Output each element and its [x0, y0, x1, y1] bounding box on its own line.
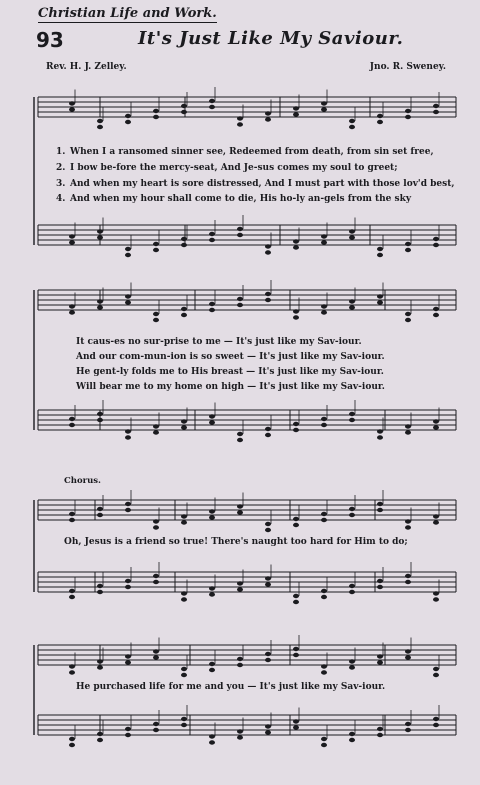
note-head	[265, 528, 271, 532]
note-head	[321, 743, 327, 747]
note-head	[125, 300, 131, 304]
note-head	[405, 649, 411, 653]
note-head	[433, 425, 439, 429]
note-head	[433, 591, 439, 595]
author-words: Rev. H. J. Zelley.	[46, 62, 127, 72]
note-head	[377, 660, 383, 664]
note-head	[153, 312, 159, 316]
note-head	[321, 234, 327, 238]
note-head	[97, 513, 103, 517]
note-head	[97, 119, 103, 123]
hymn-number: 93	[36, 28, 64, 52]
note-head	[433, 723, 439, 727]
note-head	[293, 112, 299, 116]
note-head	[433, 520, 439, 524]
note-head	[125, 120, 131, 124]
note-head	[181, 514, 187, 518]
note-head	[405, 580, 411, 584]
note-head	[377, 733, 383, 737]
note-head	[349, 665, 355, 669]
note-head	[69, 417, 75, 421]
note-head	[209, 586, 215, 590]
verse-line: 4. And when my hour shall come to die, His ho-ly an-gels from the sky	[56, 194, 412, 204]
note-head	[69, 234, 75, 238]
note-head	[433, 597, 439, 601]
note-head	[433, 717, 439, 721]
note-head	[153, 424, 159, 428]
note-head	[321, 518, 327, 522]
note-head	[265, 730, 271, 734]
note-head	[69, 101, 75, 105]
note-head	[265, 292, 271, 296]
note-head	[293, 315, 299, 319]
note-head	[321, 595, 327, 599]
note-head	[209, 238, 215, 242]
note-head	[405, 728, 411, 732]
note-head	[209, 515, 215, 519]
note-head	[181, 723, 187, 727]
note-head	[209, 420, 215, 424]
note-head	[209, 668, 215, 672]
note-head	[153, 525, 159, 529]
verse-line: 1. When I a ransomed sinner see, Redeemed from death, from sin set free,	[56, 147, 434, 157]
note-head	[153, 430, 159, 434]
note-head	[125, 253, 131, 257]
note-head	[125, 294, 131, 298]
note-head	[293, 594, 299, 598]
note-head	[433, 237, 439, 241]
note-head	[321, 417, 327, 421]
verse-line: It caus-es no sur-prise to me — It's just like my Sav-iour.	[76, 337, 362, 347]
note-head	[349, 412, 355, 416]
note-head	[349, 513, 355, 517]
note-head	[237, 438, 243, 442]
note-head	[349, 732, 355, 736]
note-head	[237, 297, 243, 301]
note-head	[237, 657, 243, 661]
note-head	[321, 107, 327, 111]
note-head	[69, 304, 75, 308]
note-head	[181, 243, 187, 247]
note-head	[349, 125, 355, 129]
note-head	[125, 733, 131, 737]
note-head	[321, 737, 327, 741]
note-head	[97, 418, 103, 422]
note-head	[153, 109, 159, 113]
note-head	[125, 114, 131, 118]
note-head	[377, 435, 383, 439]
note-head	[69, 664, 75, 668]
note-head	[97, 590, 103, 594]
note-head	[209, 592, 215, 596]
note-head	[293, 422, 299, 426]
note-head	[69, 240, 75, 244]
note-head	[97, 235, 103, 239]
note-head	[377, 114, 383, 118]
note-head	[153, 318, 159, 322]
note-head	[265, 111, 271, 115]
note-head	[153, 655, 159, 659]
note-head	[209, 105, 215, 109]
note-head	[321, 240, 327, 244]
note-head	[349, 418, 355, 422]
note-head	[69, 670, 75, 674]
note-head	[265, 576, 271, 580]
note-head	[181, 307, 187, 311]
note-head	[125, 247, 131, 251]
note-head	[321, 670, 327, 674]
note-head	[265, 250, 271, 254]
note-head	[237, 233, 243, 237]
verse-line: 2. I bow be-fore the mercy-seat, And Je-sus comes my soul to greet;	[56, 163, 398, 173]
note-head	[321, 310, 327, 314]
section-title: Christian Life and Work.	[38, 6, 217, 21]
note-head	[321, 664, 327, 668]
note-head	[265, 298, 271, 302]
note-head	[69, 589, 75, 593]
note-head	[125, 435, 131, 439]
note-head	[153, 580, 159, 584]
note-head	[209, 662, 215, 666]
note-head	[293, 523, 299, 527]
note-head	[349, 590, 355, 594]
note-head	[405, 248, 411, 252]
note-head	[433, 104, 439, 108]
note-head	[433, 313, 439, 317]
note-head	[237, 581, 243, 585]
note-head	[97, 659, 103, 663]
note-head	[293, 309, 299, 313]
note-head	[433, 307, 439, 311]
note-head	[377, 727, 383, 731]
note-head	[181, 591, 187, 595]
note-head	[97, 229, 103, 233]
note-head	[209, 414, 215, 418]
note-head	[433, 419, 439, 423]
note-head	[377, 585, 383, 589]
note-head	[265, 427, 271, 431]
note-head	[153, 242, 159, 246]
note-head	[181, 717, 187, 721]
note-head	[209, 740, 215, 744]
note-head	[321, 589, 327, 593]
note-head	[181, 425, 187, 429]
note-head	[293, 653, 299, 657]
note-head	[293, 245, 299, 249]
note-head	[237, 663, 243, 667]
note-head	[293, 428, 299, 432]
note-head	[69, 518, 75, 522]
note-head	[405, 525, 411, 529]
note-head	[209, 232, 215, 236]
verse-line: And our com-mun-ion is so sweet — It's just like my Sav-iour.	[76, 352, 385, 362]
note-head	[265, 724, 271, 728]
verse-line: 3. And when my heart is sore distressed, And I must part with those lov'd best,	[56, 179, 455, 189]
verse-line: He gent-ly folds me to His breast — It's just like my Sav-iour.	[76, 367, 384, 377]
note-head	[405, 242, 411, 246]
note-head	[293, 239, 299, 243]
note-head	[433, 514, 439, 518]
note-head	[293, 725, 299, 729]
note-head	[209, 302, 215, 306]
note-head	[125, 660, 131, 664]
note-head	[349, 659, 355, 663]
note-head	[265, 117, 271, 121]
note-head	[293, 106, 299, 110]
note-head	[405, 430, 411, 434]
note-head	[97, 665, 103, 669]
note-head	[181, 597, 187, 601]
note-head	[237, 432, 243, 436]
author-music: Jno. R. Sweney.	[369, 62, 446, 72]
note-head	[293, 517, 299, 521]
note-head	[97, 732, 103, 736]
note-head	[97, 125, 103, 129]
note-head	[405, 312, 411, 316]
note-head	[69, 310, 75, 314]
hymn-title: It's Just Like My Saviour.	[138, 28, 404, 49]
note-head	[321, 101, 327, 105]
note-head	[69, 743, 75, 747]
note-head	[265, 582, 271, 586]
verse-line: Will bear me to my home on high — It's just like my Sav-iour.	[76, 382, 385, 392]
note-head	[181, 237, 187, 241]
note-head	[125, 579, 131, 583]
note-head	[433, 110, 439, 114]
note-head	[69, 512, 75, 516]
note-head	[153, 574, 159, 578]
note-head	[69, 737, 75, 741]
note-head	[377, 429, 383, 433]
note-head	[181, 313, 187, 317]
note-head	[405, 109, 411, 113]
note-head	[321, 423, 327, 427]
note-head	[237, 735, 243, 739]
note-head	[433, 667, 439, 671]
note-head	[377, 579, 383, 583]
note-head	[181, 110, 187, 114]
note-head	[265, 652, 271, 656]
note-head	[377, 253, 383, 257]
note-head	[377, 654, 383, 658]
chorus-label: Chorus.	[64, 476, 102, 486]
note-head	[405, 519, 411, 523]
note-head	[209, 734, 215, 738]
note-head	[405, 424, 411, 428]
note-head	[293, 647, 299, 651]
note-head	[69, 107, 75, 111]
note-head	[237, 510, 243, 514]
note-head	[153, 248, 159, 252]
note-head	[349, 738, 355, 742]
note-head	[181, 104, 187, 108]
note-head	[377, 300, 383, 304]
note-head	[349, 584, 355, 588]
note-head	[125, 727, 131, 731]
note-head	[293, 719, 299, 723]
note-head	[97, 305, 103, 309]
note-head	[237, 504, 243, 508]
note-head	[125, 429, 131, 433]
note-head	[153, 649, 159, 653]
note-head	[265, 522, 271, 526]
note-head	[125, 502, 131, 506]
note-head	[125, 654, 131, 658]
note-head	[265, 658, 271, 662]
note-head	[321, 304, 327, 308]
note-head	[237, 303, 243, 307]
note-head	[97, 412, 103, 416]
note-head	[125, 508, 131, 512]
chorus-line: He purchased life for me and you — It's just like my Sav-iour.	[76, 682, 386, 692]
note-head	[209, 308, 215, 312]
note-head	[433, 673, 439, 677]
note-head	[349, 229, 355, 233]
note-head	[237, 122, 243, 126]
note-head	[349, 119, 355, 123]
note-head	[377, 502, 383, 506]
note-head	[97, 507, 103, 511]
note-head	[237, 227, 243, 231]
note-head	[349, 235, 355, 239]
note-head	[69, 595, 75, 599]
note-head	[377, 294, 383, 298]
note-head	[405, 655, 411, 659]
note-head	[237, 729, 243, 733]
note-head	[405, 574, 411, 578]
note-head	[209, 509, 215, 513]
note-head	[405, 722, 411, 726]
note-head	[349, 305, 355, 309]
note-head	[209, 99, 215, 103]
note-head	[237, 116, 243, 120]
note-head	[153, 722, 159, 726]
chorus-line: Oh, Jesus is a friend so true! There's naught too hard for Him to do;	[64, 537, 408, 547]
note-head	[293, 600, 299, 604]
note-head	[181, 419, 187, 423]
note-head	[321, 512, 327, 516]
note-head	[153, 115, 159, 119]
note-head	[349, 507, 355, 511]
note-head	[377, 247, 383, 251]
note-head	[265, 244, 271, 248]
note-head	[153, 728, 159, 732]
note-head	[181, 520, 187, 524]
note-head	[405, 115, 411, 119]
note-head	[125, 585, 131, 589]
note-head	[377, 508, 383, 512]
note-head	[97, 738, 103, 742]
note-head	[97, 584, 103, 588]
note-head	[377, 120, 383, 124]
note-head	[181, 667, 187, 671]
note-head	[433, 243, 439, 247]
note-head	[237, 587, 243, 591]
note-head	[69, 423, 75, 427]
note-head	[153, 519, 159, 523]
note-head	[405, 318, 411, 322]
note-head	[349, 299, 355, 303]
note-head	[265, 433, 271, 437]
note-head	[97, 299, 103, 303]
note-head	[181, 673, 187, 677]
